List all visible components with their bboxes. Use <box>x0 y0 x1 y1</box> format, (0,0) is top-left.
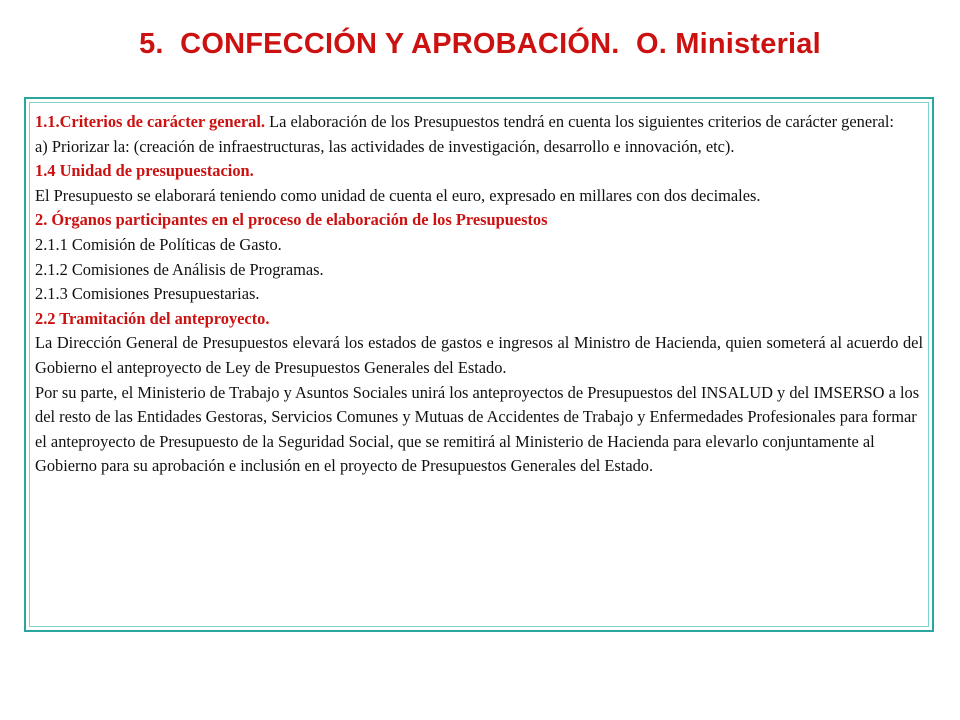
slide-title: 5. CONFECCIÓN Y APROBACIÓN. O. Ministerial <box>139 28 821 60</box>
list-item: 2.1.1 Comisión de Políticas de Gasto. <box>35 234 282 254</box>
section-2-heading: 2. Órganos participantes en el proceso de elaboración de los Presupuestos <box>35 210 548 230</box>
content-box <box>24 97 934 632</box>
section-2-2-heading: 2.2 Tramitación del anteproyecto. <box>35 308 270 328</box>
section-1-1-intro: La elaboración de los Presupuestos tendrá en cuenta los siguientes criterios de carácter general: <box>264 112 894 131</box>
section-1-1-item-a: a) Priorizar la: (creación de infraestructuras, las actividades de investigación, desarrollo e innovación, etc). <box>35 136 735 156</box>
section-1-4-heading: 1.4 Unidad de presupuestacion. <box>35 161 254 181</box>
section-2-2-body-2: Por su parte, el Ministerio de Trabajo y Asuntos Sociales unirá los anteproyectos de Presupuestos del INSALUD y del IMSERSO a los del resto de las Entidades Gestoras, Servicios Comunes y Mutuas de Accidentes de Trabajo y Enfermedades Profesionales para formar el anteproyecto de Presupuesto de la Seguridad Social, que se remitirá al Ministerio de Hacienda para elevarlo conjuntamente al Gobierno para su aprobación e inclusión en el proyecto de Presupuestos Generales del Estado. <box>35 382 920 476</box>
section-1-1-heading: 1.1.Criterios de carácter general. <box>35 112 265 131</box>
list-item: 2.1.3 Comisiones Presupuestarias. <box>35 284 260 304</box>
section-2-2-body-1: La Dirección General de Presupuestos elevará los estados de gastos e ingresos al Ministro de Hacienda, quien someterá al acuerdo del Gobierno el anteproyecto de Ley de Presupuestos Generales del Estado. <box>35 333 923 377</box>
section-1-1-paragraph <box>35 110 923 135</box>
list-item: 2.1.2 Comisiones de Análisis de Programas. <box>35 259 324 279</box>
section-1-4-body: El Presupuesto se elaborará teniendo como unidad de cuenta el euro, expresado en millares con dos decimales. <box>35 185 761 205</box>
